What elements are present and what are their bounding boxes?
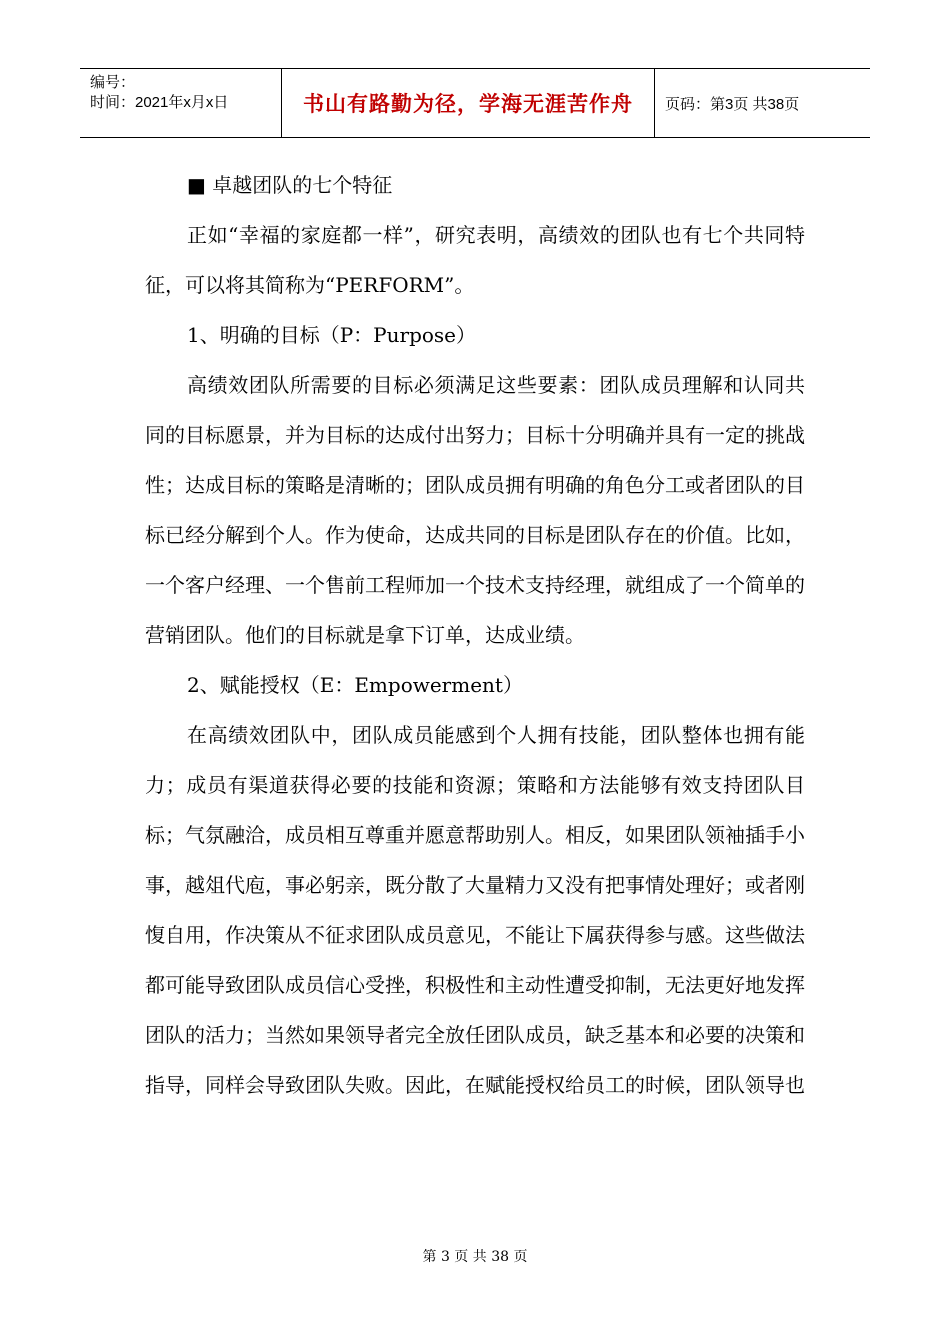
header-table [80, 68, 870, 138]
page-footer: 第 3 页 共 38 页 [422, 1249, 528, 1265]
header-right-cell [655, 69, 870, 137]
date-label: 时间：2021年x月x日 [90, 94, 229, 111]
square-bullet-icon: ■ [187, 173, 206, 197]
motto-text: 书山有路勤为径，学海无涯苦作舟 [303, 91, 633, 116]
serial-number-label: 编号： [90, 74, 136, 91]
section-heading [145, 160, 805, 210]
subheading-purpose: 1、明确的目标（P：Purpose） [187, 323, 477, 347]
header-left-cell [80, 69, 282, 137]
section-heading-text: 卓越团队的七个特征 [212, 173, 393, 197]
paragraph-empowerment: 在高绩效团队中，团队成员能感到个人拥有技能，团队整体也拥有能力；成员有渠道获得必要的技能和资源；策略和方法能够有效支持团队目标；气氛融洽，成员相互尊重并愿意帮助别人。相反，如果团队领袖插手小事，越俎代庖，事必躬亲，既分散了大量精力又没有把事情处理好；或者刚愎自用，作决策从不征求团队成员意见，不能让下属获得参与感。这些做法都可能导致团队成员信心受挫，积极性和主动性遭受抑制，无法更好地发挥团队的活力；当然如果领导者完全放任团队成员，缺乏基本和必要的决策和指导，同样会导致团队失败。因此，在赋能授权给员工的时候，团队领导也 [145, 723, 805, 1097]
document-body [145, 160, 805, 1110]
subheading-empowerment: 2、赋能授权（E：Empowerment） [187, 673, 523, 697]
header-middle-cell [282, 69, 655, 137]
page-info: 页码：第3页 共38页 [665, 95, 800, 113]
paragraph-purpose: 高绩效团队所需要的目标必须满足这些要素：团队成员理解和认同共同的目标愿景，并为目标的达成付出努力；目标十分明确并具有一定的挑战性；达成目标的策略是清晰的；团队成员拥有明确的角色分工或者团队的目标已经分解到个人。作为使命，达成共同的目标是团队存在的价值。比如，一个客户经理、一个售前工程师加一个技术支持经理，就组成了一个简单的营销团队。他们的目标就是拿下订单，达成业绩。 [145, 373, 805, 647]
paragraph-intro: 正如“幸福的家庭都一样”，研究表明，高绩效的团队也有七个共同特征，可以将其简称为“PERFORM”。 [145, 223, 805, 297]
